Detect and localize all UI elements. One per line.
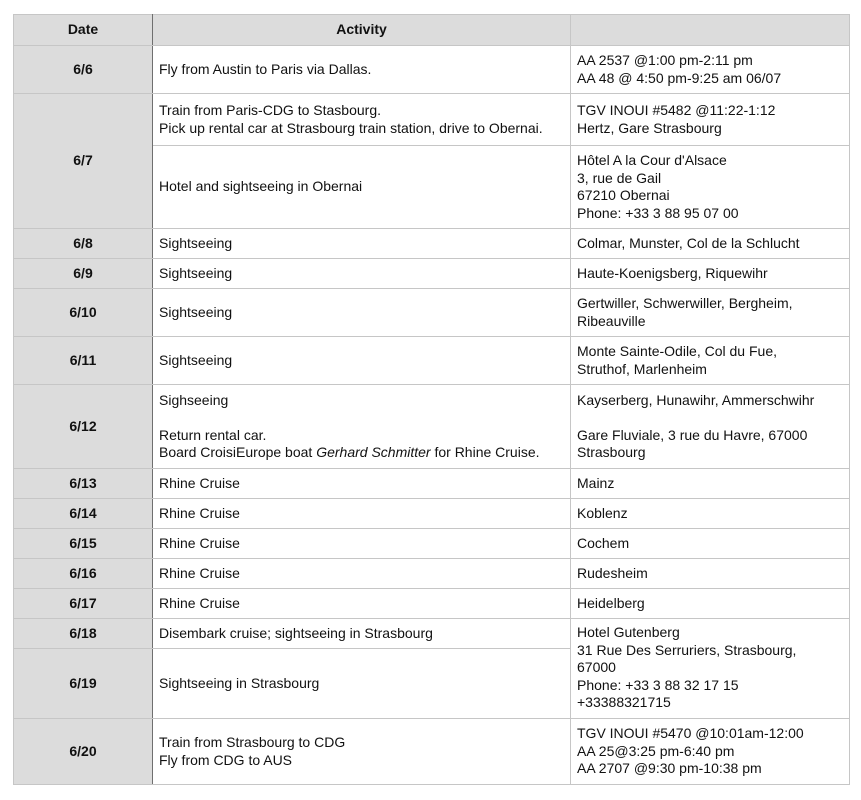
activity-cell: Rhine Cruise — [153, 529, 571, 559]
activity-cell: Sightseeing — [153, 337, 571, 385]
header-row — [14, 15, 850, 46]
hotel-phone: Phone: +33 3 88 95 07 00 — [577, 204, 739, 221]
hotel-address: 3, rue de Gail — [577, 169, 662, 186]
table-row — [14, 469, 850, 499]
hotel-address: 31 Rue Des Serruriers, Strasbourg, — [577, 641, 797, 658]
details-cell — [571, 94, 850, 146]
itinerary-table — [13, 14, 850, 785]
details-cell — [571, 719, 850, 785]
details-cell: Cochem — [571, 529, 850, 559]
details-cell — [571, 619, 850, 719]
details-text: Kayserberg, Hunawihr, Ammerschwihr — [577, 391, 815, 408]
activity-text: Train from Strasbourg to CDG — [159, 734, 346, 750]
rental-info: Hertz, Gare Strasbourg — [577, 119, 722, 136]
activity-cell: Sightseeing in Strasbourg — [153, 649, 571, 719]
details-text: Strasbourg — [577, 444, 646, 460]
table-row — [14, 719, 850, 785]
flight-info: AA 2537 @1:00 pm-2:11 pm — [577, 52, 753, 68]
date-cell: 6/17 — [14, 589, 153, 619]
details-cell: Colmar, Munster, Col de la Schlucht — [571, 229, 850, 259]
date-cell: 6/12 — [14, 385, 153, 469]
details-cell: Rudesheim — [571, 559, 850, 589]
activity-cell — [153, 385, 571, 469]
activity-cell: Rhine Cruise — [153, 469, 571, 499]
details-text: Gertwiller, Schwerwiller, Bergheim, — [577, 295, 793, 311]
activity-cell — [153, 146, 571, 229]
date-cell: 6/11 — [14, 337, 153, 385]
date-cell: 6/18 — [14, 619, 153, 649]
date-cell: 6/7 — [14, 94, 153, 229]
flight-info: AA 25@3:25 pm-6:40 pm — [577, 742, 735, 759]
hotel-name: Hotel Gutenberg — [577, 624, 680, 640]
hotel-postcode: 67000 — [577, 659, 616, 675]
date-cell: 6/13 — [14, 469, 153, 499]
activity-text: Train from Paris-CDG to Stasbourg. — [159, 102, 381, 118]
date-cell: 6/16 — [14, 559, 153, 589]
table-row — [14, 529, 850, 559]
hotel-phone-alt: +33388321715 — [577, 694, 671, 710]
activity-text: Board CroisiEurope boat Gerhard Schmitter for Rhine Cruise. — [159, 444, 540, 460]
table-row — [14, 46, 850, 94]
activity-cell: Rhine Cruise — [153, 499, 571, 529]
activity-cell: Sightseeing — [153, 289, 571, 337]
table-row — [14, 559, 850, 589]
activity-text: Pick up rental car at Strasbourg train station, drive to Obernai. — [159, 119, 543, 136]
details-cell — [571, 146, 850, 229]
activity-cell: Rhine Cruise — [153, 589, 571, 619]
activity-cell — [153, 94, 571, 146]
date-cell: 6/8 — [14, 229, 153, 259]
activity-cell — [153, 719, 571, 785]
activity-column-header: Activity — [153, 15, 571, 46]
date-column-header: Date — [14, 15, 153, 46]
date-cell: 6/10 — [14, 289, 153, 337]
activity-text: Return rental car. — [159, 426, 267, 443]
table-row — [14, 589, 850, 619]
date-cell: 6/20 — [14, 719, 153, 785]
activity-cell: Disembark cruise; sightseeing in Strasbourg — [153, 619, 571, 649]
date-cell: 6/19 — [14, 649, 153, 719]
date-cell: 6/15 — [14, 529, 153, 559]
details-cell — [571, 46, 850, 94]
hotel-phone: Phone: +33 3 88 32 17 15 — [577, 676, 739, 693]
details-cell: Mainz — [571, 469, 850, 499]
table-row — [14, 259, 850, 289]
details-text: Struthof, Marlenheim — [577, 360, 707, 377]
details-text: Monte Sainte-Odile, Col du Fue, — [577, 343, 777, 359]
details-cell — [571, 385, 850, 469]
details-cell — [571, 289, 850, 337]
activity-cell: Sightseeing — [153, 229, 571, 259]
activity-text: Fly from CDG to AUS — [159, 751, 293, 768]
date-cell: 6/6 — [14, 46, 153, 94]
boat-name: Gerhard Schmitter — [316, 444, 431, 460]
date-cell: 6/14 — [14, 499, 153, 529]
date-cell: 6/9 — [14, 259, 153, 289]
details-column-header — [571, 15, 850, 46]
hotel-city: 67210 Obernai — [577, 187, 670, 203]
activity-cell: Rhine Cruise — [153, 559, 571, 589]
activity-text: Sighseeing — [159, 391, 229, 408]
activity-cell — [153, 46, 571, 94]
table-row — [14, 229, 850, 259]
details-cell — [571, 337, 850, 385]
flight-info: AA 48 @ 4:50 pm-9:25 am 06/07 — [577, 69, 782, 86]
table-row — [14, 385, 850, 469]
activity-text: Hotel and sightseeing in Obernai — [159, 178, 363, 195]
train-info: TGV INOUI #5482 @11:22-1:12 — [577, 102, 776, 118]
details-text: Ribeauville — [577, 312, 646, 329]
train-info: TGV INOUI #5470 @10:01am-12:00 — [577, 725, 804, 742]
activity-cell: Sightseeing — [153, 259, 571, 289]
table-row — [14, 499, 850, 529]
table-row — [14, 289, 850, 337]
table-row — [14, 337, 850, 385]
activity-text: Fly from Austin to Paris via Dallas. — [159, 60, 372, 77]
details-cell: Haute-Koenigsberg, Riquewihr — [571, 259, 850, 289]
details-cell: Heidelberg — [571, 589, 850, 619]
hotel-name: Hôtel A la Cour d'Alsace — [577, 152, 727, 168]
details-text: Gare Fluviale, 3 rue du Havre, 67000 — [577, 426, 808, 443]
table-row — [14, 619, 850, 649]
details-cell: Koblenz — [571, 499, 850, 529]
flight-info: AA 2707 @9:30 pm-10:38 pm — [577, 760, 762, 777]
table-row — [14, 94, 850, 146]
